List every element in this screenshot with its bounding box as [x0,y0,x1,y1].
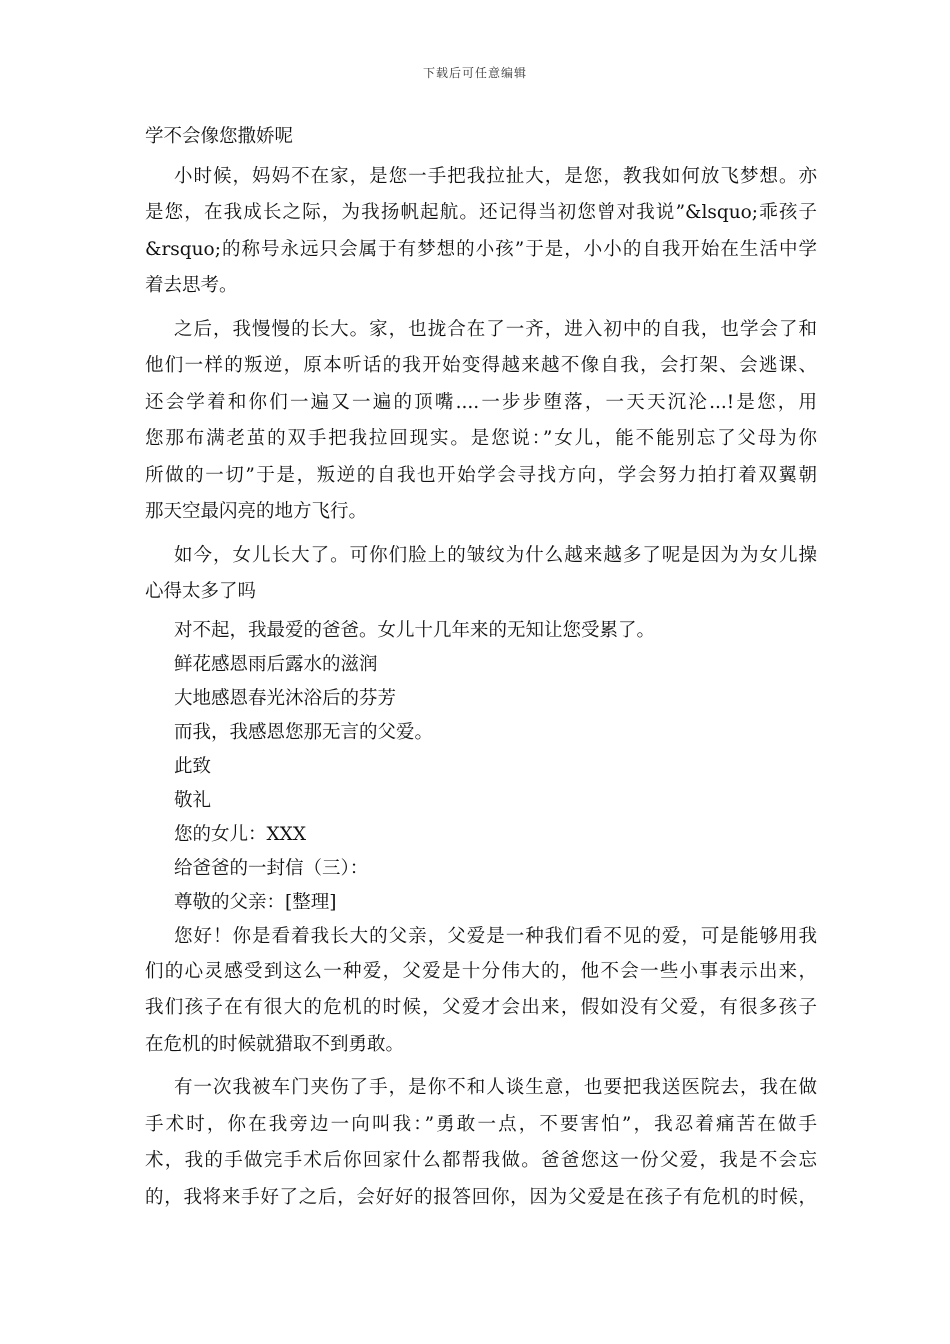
text-line: &rsquo;的称号永远只会属于有梦想的小孩”于是，小小的自我开始在生活中学 [145,238,817,260]
paragraph [145,716,817,750]
text-line: 您那布满老茧的双手把我拉回现实。是您说：”女儿，能不能别忘了父母为你 [145,428,817,449]
paragraph [145,1070,817,1216]
text-line: 尊敬的父亲：[整理] [174,891,337,913]
text-line: 之后，我慢慢的长大。家，也拢合在了一齐，进入初中的自我，也学会了和 [174,318,817,340]
text-line: 他们一样的叛逆，原本听话的我开始变得越来越不像自我，会打架、会逃课、 [145,355,817,376]
text-line: 手术时，你在我旁边一向叫我：”勇敢一点，不要害怕”，我忍着痛苦在做手 [145,1113,817,1135]
text-line: 此致 [174,755,212,777]
paragraph [145,750,817,784]
paragraph [145,886,817,920]
text-line: 您的女儿：XXX [174,823,307,845]
text-line: 在危机的时候就猎取不到勇敢。 [145,1033,405,1055]
text-line: 心得太多了吗 [145,581,257,602]
text-line: 敬礼 [174,789,212,811]
text-line: 小时候，妈妈不在家，是您一手把我拉扯大，是您，教我如何放飞梦想。亦 [174,165,817,187]
text-line: 如今，女儿长大了。可你们脸上的皱纹为什么越来越多了呢是因为为女儿操 [174,544,817,566]
text-line: 而我，我感恩您那无言的父爱。 [174,721,434,743]
text-line: 鲜花感恩雨后露水的滋润 [174,653,378,675]
paragraph [145,920,817,1064]
text-line: 您好！你是看着我长大的父亲，父爱是一种我们看不见的爱，可是能够用我 [174,925,817,947]
text-line: 学不会像您撒娇呢 [145,126,294,147]
paragraph [145,852,817,886]
paragraph [145,614,817,648]
page-header: 下载后可任意编辑 [422,66,527,80]
text-line: 大地感恩春光沐浴后的芬芳 [174,687,397,709]
text-line: 对不起，我最爱的爸爸。女儿十几年来的无知让您受累了。 [174,619,656,641]
document-body [145,119,817,1216]
text-line: 是您，在我成长之际，为我扬帆起航。还记得当初您曾对我说”&lsquo;乖孩子 [145,202,817,223]
paragraph [145,159,817,305]
text-line: 那天空最闪亮的地方飞行。 [145,501,368,522]
paragraph [145,648,817,682]
text-line: 还会学着和你们一遍又一遍的顶嘴....一步步堕落，一天天沉沦...!是您，用 [145,391,817,413]
paragraph [145,784,817,818]
text-line: 所做的一切”于是，叛逆的自我也开始学会寻找方向，学会努力拍打着双翼朝 [145,464,817,486]
paragraph [145,538,817,611]
paragraph [145,119,817,156]
text-line: 着去思考。 [145,275,238,296]
text-line: 们的心灵感受到这么一种爱，父爱是十分伟大的，他不会一些小事表示出来， [145,960,817,982]
paragraph [145,312,817,531]
paragraph [145,682,817,716]
text-line: 有一次我被车门夹伤了手，是你不和人谈生意，也要把我送医院去，我在做 [174,1077,817,1098]
text-line: 给爸爸的一封信（三）： [174,857,369,879]
paragraph [145,818,817,852]
text-line: 的，我将来手好了之后，会好好的报答回你，因为父爱是在孩子有危机的时候， [145,1186,817,1208]
text-line: 我们孩子在有很大的危机的时候，父爱才会出来，假如没有父爱，有很多孩子 [145,997,817,1018]
text-line: 术，我的手做完手术后你回家什么都帮我做。爸爸您这一份父爱，我是不会忘 [145,1150,817,1171]
